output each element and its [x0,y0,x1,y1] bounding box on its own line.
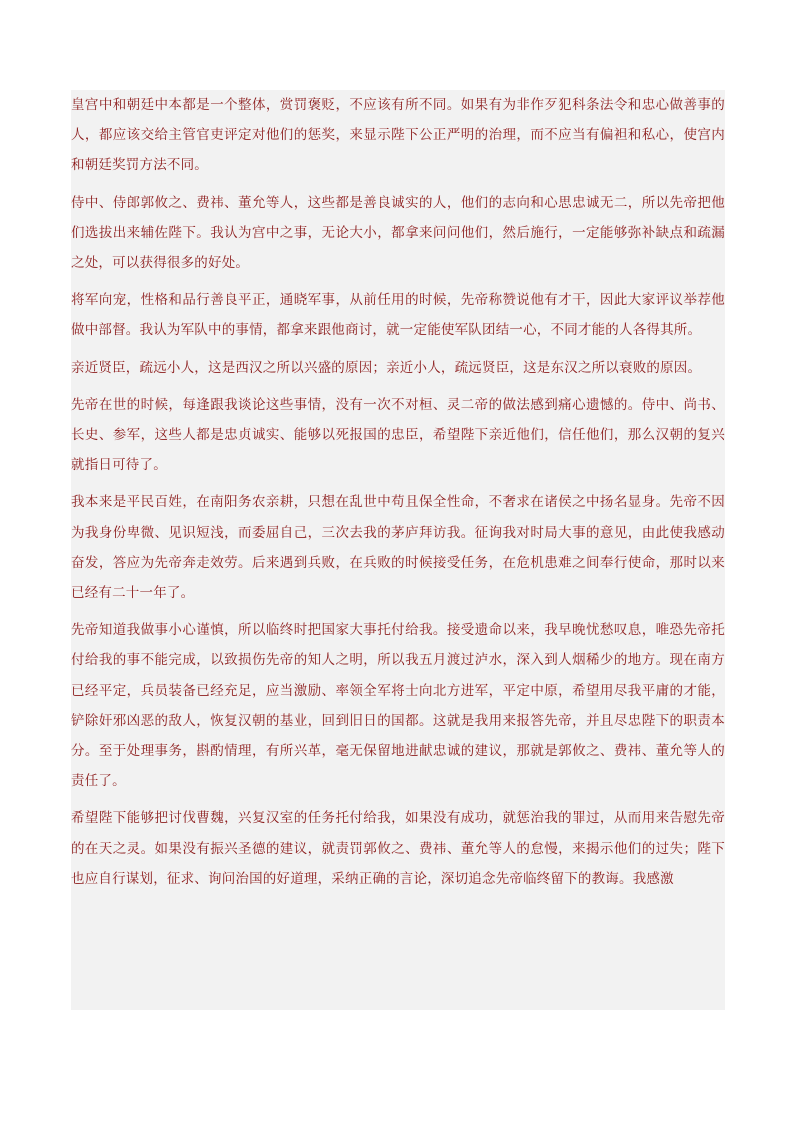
document-text-block [71,90,725,1010]
paragraph-2: 侍中、侍郎郭攸之、费祎、董允等人，这些都是善良诚实的人，他们的志向和心思忠诚无二，所以先帝把他们选拔出来辅佐陛下。我认为宫中之事，无论大小，都拿来问问他们，然后施行，一定能够弥补缺点和疏漏之处，可以获得很多的好处。 [71,194,725,272]
paragraph-4: 亲近贤臣，疏远小人，这是西汉之所以兴盛的原因；亲近小人，疏远贤臣，这是东汉之所以衰败的原因。 [71,359,702,376]
paragraph-3: 将军向宠，性格和品行善良平正，通晓军事，从前任用的时候，先帝称赞说他有才干，因此大家评议举荐他做中部督。我认为军队中的事情，都拿来跟他商讨，就一定能使军队团结一心，不同才能的人各得其所。 [71,292,725,339]
paragraph-1: 皇宫中和朝廷中本都是一个整体，赏罚褒贬，不应该有所不同。如果有为非作歹犯科条法令和忠心做善事的人，都应该交给主管官吏评定对他们的惩奖，来显示陛下公正严明的治理，而不应当有偏袒和私心，使宫内和朝廷奖罚方法不同。 [71,97,725,174]
paragraph-8: 希望陛下能够把讨伐曹魏，兴复汉室的任务托付给我，如果没有成功，就惩治我的罪过，从而用来告慰先帝的在天之灵。如果没有振兴圣德的建议，就责罚郭攸之、费祎、董允等人的怠慢，来揭示他们的过失；陛下也应自行谋划，征求、询问治国的好道理，采纳正确的言论，深切追念先帝临终留下的教诲。我感激 [71,810,725,887]
paragraph-7: 先帝知道我做事小心谨慎，所以临终时把国家大事托付给我。接受遗命以来，我早晚忧愁叹息，唯恐先帝托付给我的事不能完成，以致损伤先帝的知人之明，所以我五月渡过泸水，深入到人烟稀少的地方。现在南方已经平定，兵员装备已经充足，应当激励、率领全军将士向北方进军，平定中原，希望用尽我平庸的才能，铲除奸邪凶恶的敌人，恢复汉朝的基业，回到旧日的国都。这就是我用来报答先帝，并且尽忠陛下的职责本分。至于处理事务，斟酌情理，有所兴革，毫无保留地进献忠诚的建议，那就是郭攸之、费祎、董允等人的责任了。 [71,622,725,790]
paragraph-5: 先帝在世的时候，每逢跟我谈论这些事情，没有一次不对桓、灵二帝的做法感到痛心遗憾的。侍中、尚书、长史、参军，这些人都是忠贞诚实、能够以死报国的忠臣，希望陛下亲近他们，信任他们，那么汉朝的复兴就指日可待了。 [71,396,725,474]
paragraph-6: 我本来是平民百姓，在南阳务农亲耕，只想在乱世中苟且保全性命，不奢求在诸侯之中扬名显身。先帝不因为我身份卑微、见识短浅，而委屈自己，三次去我的茅庐拜访我。征询我对时局大事的意见，由此使我感动奋发，答应为先帝奔走效劳。后来遇到兵败，在兵败的时候接受任务，在危机患难之间奉行使命，那时以来已经有二十一年了。 [71,494,725,602]
